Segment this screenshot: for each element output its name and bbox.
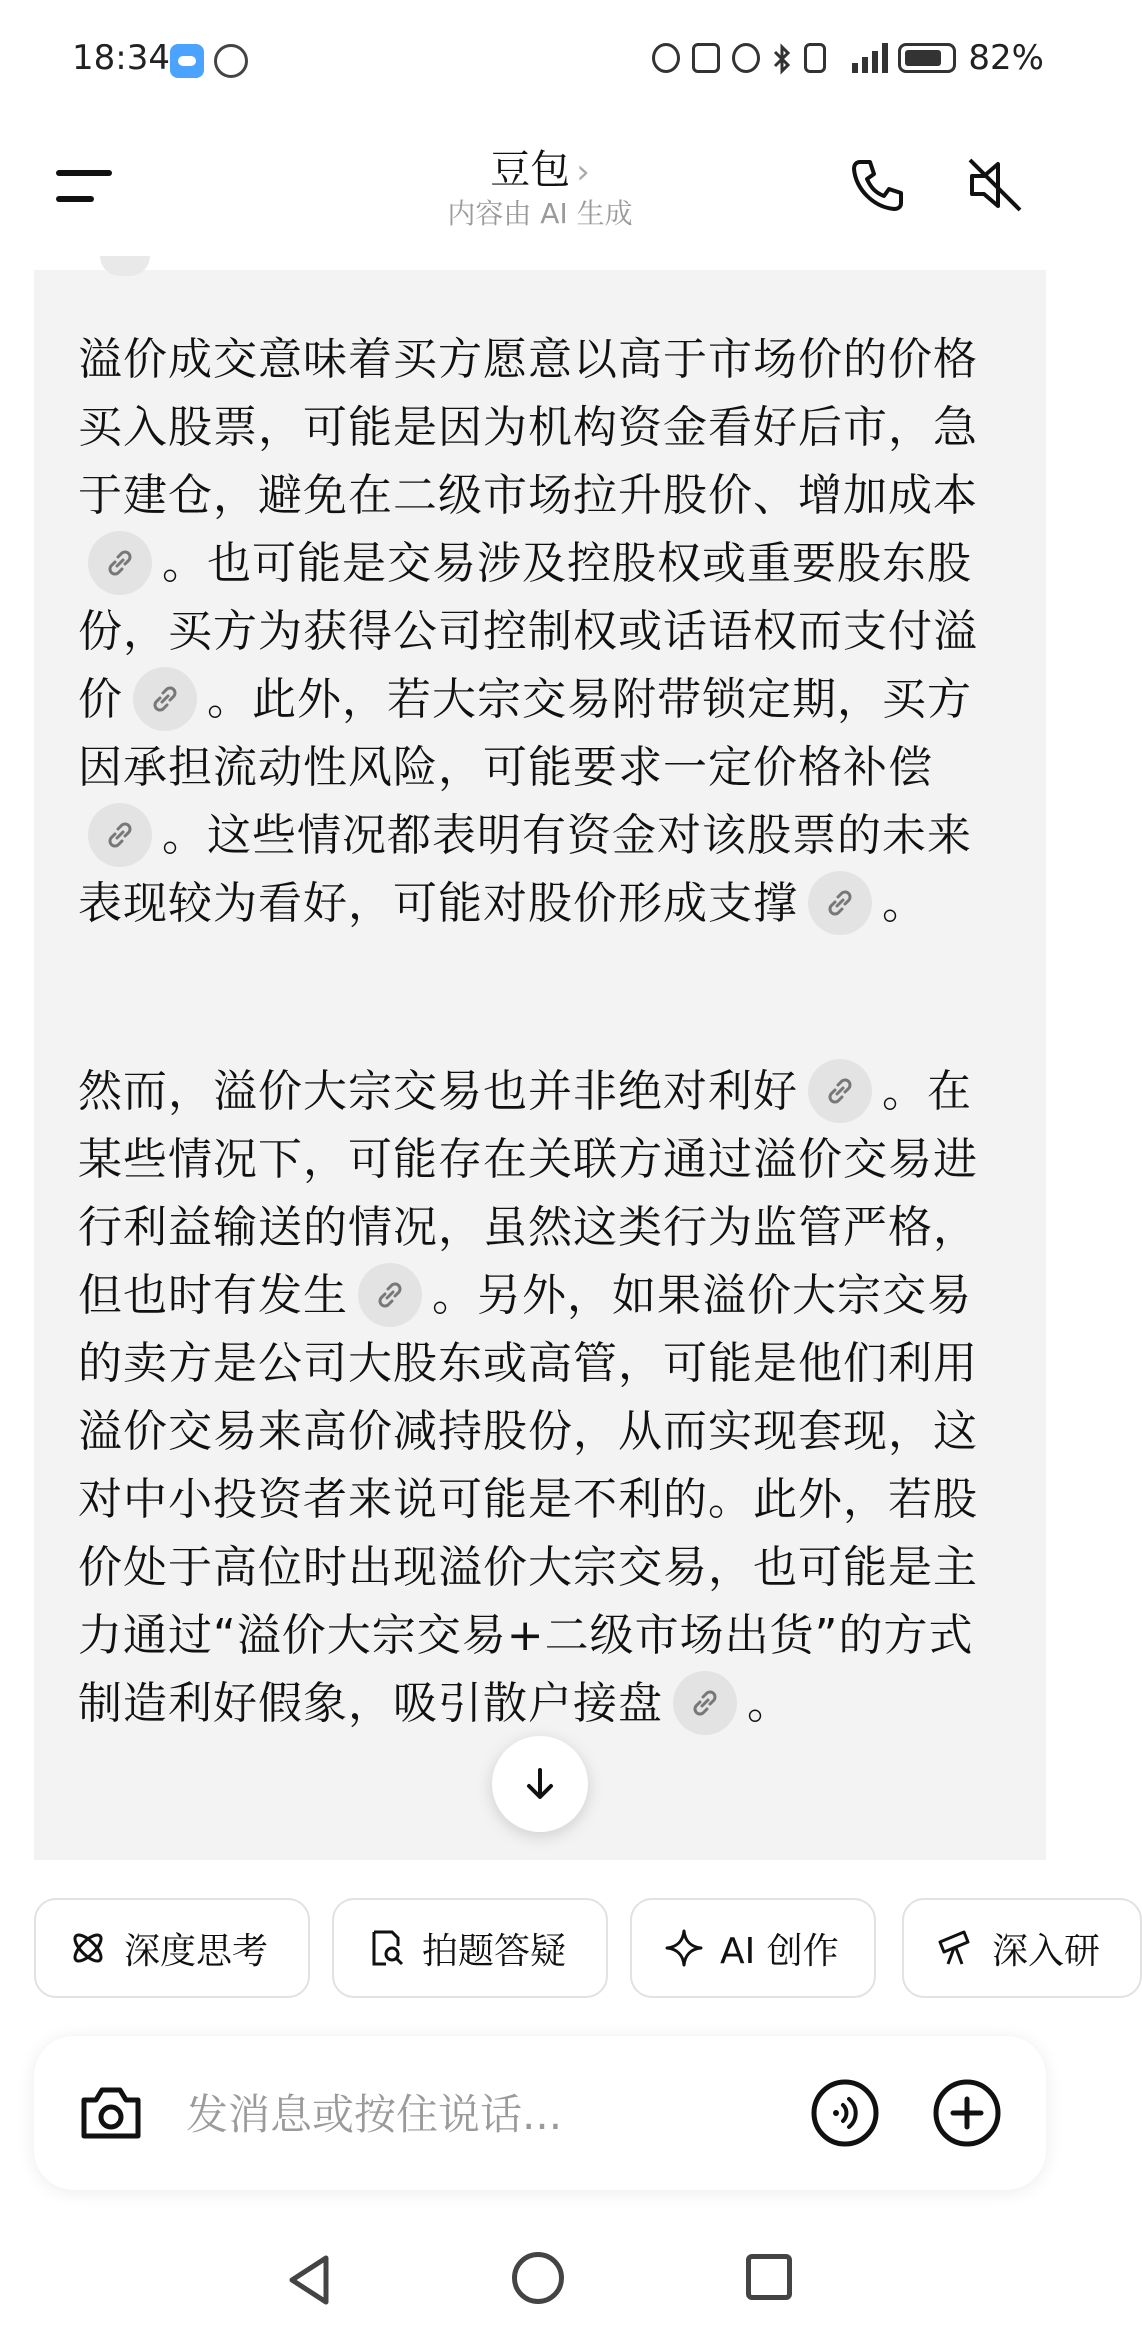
citation-link-icon[interactable] [88,531,152,595]
battery-icon [898,43,956,73]
bluetooth-icon [772,43,792,73]
chip-label: AI 创作 [720,1930,839,1972]
atom-icon [68,1928,108,1968]
message-paragraph-2 [78,1058,1008,1738]
status-bar [0,0,1080,120]
phone-icon[interactable] [846,154,908,216]
voice-call-icon[interactable] [810,2078,880,2148]
chip-deep-thinking[interactable] [34,1898,310,1998]
paragraph-text: 。也可能是交易涉及控股权或重要股东股份，买方为获得公司控制权或话语权而支付溢价 [78,538,978,725]
citation-link-icon[interactable] [808,1059,872,1123]
message-paragraph-1 [78,326,1008,938]
citation-link-icon[interactable] [358,1263,422,1327]
citation-link-icon[interactable] [88,803,152,867]
chip-label: 深入研 [992,1930,1101,1972]
back-icon[interactable] [286,2254,334,2310]
recent-apps-icon[interactable] [746,2254,792,2300]
vibrate-icon [804,43,826,73]
paragraph-text: 然而，溢价大宗交易也并非绝对利好 [78,1066,798,1117]
message-composer [34,2036,1046,2190]
status-time: 18:34 [72,38,170,78]
chat-title-text: 豆包 [490,147,571,193]
chip-label: 拍题答疑 [422,1930,567,1972]
chip-ai-creation[interactable] [630,1898,876,1998]
photo-search-icon [366,1928,406,1968]
scroll-to-bottom-button[interactable] [492,1736,588,1832]
nfc-icon [692,43,720,73]
paragraph-text: 。此外，若大宗交易附带锁定期，买方因承担流动性风险，可能要求一定价格补偿 [78,674,972,793]
sparkle-icon [664,1928,704,1968]
message-input[interactable] [184,2076,808,2152]
paragraph-text: 。在某些情况下，可能存在关联方通过溢价交易进行利益输送的情况，虽然这类行为监管严格，但也时有发生 [78,1066,978,1321]
battery-percent: 82% [968,38,1044,78]
paragraph-text: 。 [747,1678,792,1729]
chat-subtitle: 内容由 AI 生成 [447,197,633,230]
plus-icon[interactable] [932,2078,1002,2148]
chip-label: 深度思考 [124,1930,269,1972]
chevron-right-icon: › [576,152,590,192]
chip-deep-research[interactable] [902,1898,1142,1998]
telescope-icon [936,1928,976,1968]
chip-photo-question[interactable] [332,1898,608,1998]
arrow-down-icon [520,1764,560,1804]
citation-link-icon[interactable] [808,871,872,935]
signal-4g-icon [838,43,886,73]
camera-icon[interactable] [76,2078,146,2148]
system-nav-bar [0,2236,1080,2340]
weather-icon [170,44,204,78]
speaker-muted-icon[interactable] [964,154,1026,216]
citation-link-icon[interactable] [133,667,197,731]
paragraph-text: 溢价成交意味着买方愿意以高于市场价的价格买入股票，可能是因为机构资金看好后市，急于建仓，避免在二级市场拉升股价、增加成本 [78,334,978,521]
paragraph-text: 。 [882,878,927,929]
hd-icon [652,43,680,73]
chat-title[interactable] [0,138,1080,195]
status-icons [652,38,1044,78]
citation-link-icon[interactable] [673,1671,737,1735]
home-icon[interactable] [512,2252,564,2304]
paragraph-text: 。这些情况都表明有资金对该股票的未来表现较为看好，可能对股价形成支撑 [78,810,972,929]
alarm-icon [732,43,760,73]
suggestion-chips [34,1898,1101,2000]
gesture-icon [214,44,248,78]
paragraph-text: 。另外，如果溢价大宗交易的卖方是公司大股东或高管，可能是他们利用溢价交易来高价减持股份，从而实现套现，这对中小投资者来说可能是不利的。此外，若股价处于高位时出现溢价大宗交易，也可能是主力通过“溢价大宗交易+二级市场出货”的方式制造利好假象，吸引散户接盘 [78,1270,978,1729]
